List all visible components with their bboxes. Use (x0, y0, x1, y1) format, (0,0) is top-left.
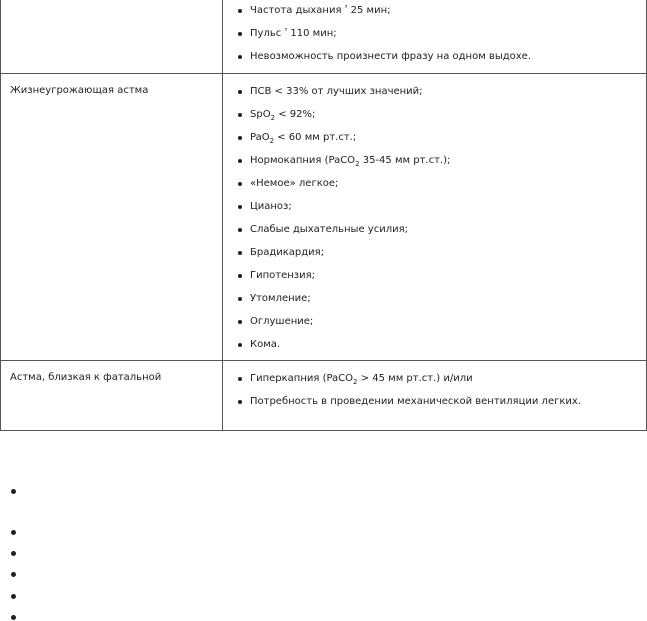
bullet-dot (11, 551, 16, 556)
list-item: Невозможность произнести фразу на одном выдохе. (223, 45, 646, 68)
subscript: 2 (269, 137, 275, 145)
criteria-cell (223, 0, 647, 74)
bullet-dot (11, 615, 16, 620)
list-item: Кома. (223, 333, 646, 356)
list-item: Цианоз; (223, 195, 646, 218)
superscript: ³ (344, 4, 348, 12)
severity-label-cell (1, 0, 223, 74)
list-item: Утомление; (223, 287, 646, 310)
list-item: PaO$_2$ < 60 мм рт.ст.; (223, 126, 646, 149)
list-item: Гиперкапния (PaCO$_2$ > 45 мм рт.ст.) и/или (223, 367, 646, 390)
severity-label (1, 0, 222, 9)
list-item: Пульс $^{^3}$ 110 мин; (223, 22, 646, 45)
bullet-dot (11, 594, 16, 599)
list-item: Брадикардия; (223, 241, 646, 264)
list-item: «Немое» легкое; (223, 172, 646, 195)
severity-label: Жизнеугрожающая астма (10, 85, 149, 96)
criteria-list (223, 74, 646, 360)
severity-label-cell (1, 361, 223, 431)
table-row (1, 361, 647, 431)
table-row (1, 0, 647, 74)
criteria-cell (223, 361, 647, 431)
list-item: Слабые дыхательные усилия; (223, 218, 646, 241)
list-item: Частота дыхания $^{^3}$ 25 мин; (223, 0, 646, 22)
bullet-dot (11, 489, 16, 494)
criteria-list (223, 0, 646, 72)
subscript: 2 (270, 114, 276, 122)
list-item: SpO$_2$ < 92%; (223, 103, 646, 126)
subscript: 2 (353, 378, 358, 386)
table-row (1, 74, 647, 361)
bullet-dot (11, 530, 16, 535)
list-item: ПСВ < 33% от лучших значений; (223, 80, 646, 103)
list-item: Оглушение; (223, 310, 646, 333)
bullet-dot (11, 572, 16, 577)
severity-label: Астма, близкая к фатальной (10, 372, 162, 383)
subscript: 2 (355, 160, 360, 168)
severity-label-cell (1, 74, 223, 361)
superscript: ³ (284, 27, 288, 35)
list-item: Гипотензия; (223, 264, 646, 287)
list-item: Нормокапния (PaCO$_2$ 35-45 мм рт.ст.); (223, 149, 646, 172)
criteria-list (223, 361, 646, 417)
list-item: Потребность в проведении механической вентиляции легких. (223, 390, 646, 413)
criteria-cell (223, 74, 647, 361)
